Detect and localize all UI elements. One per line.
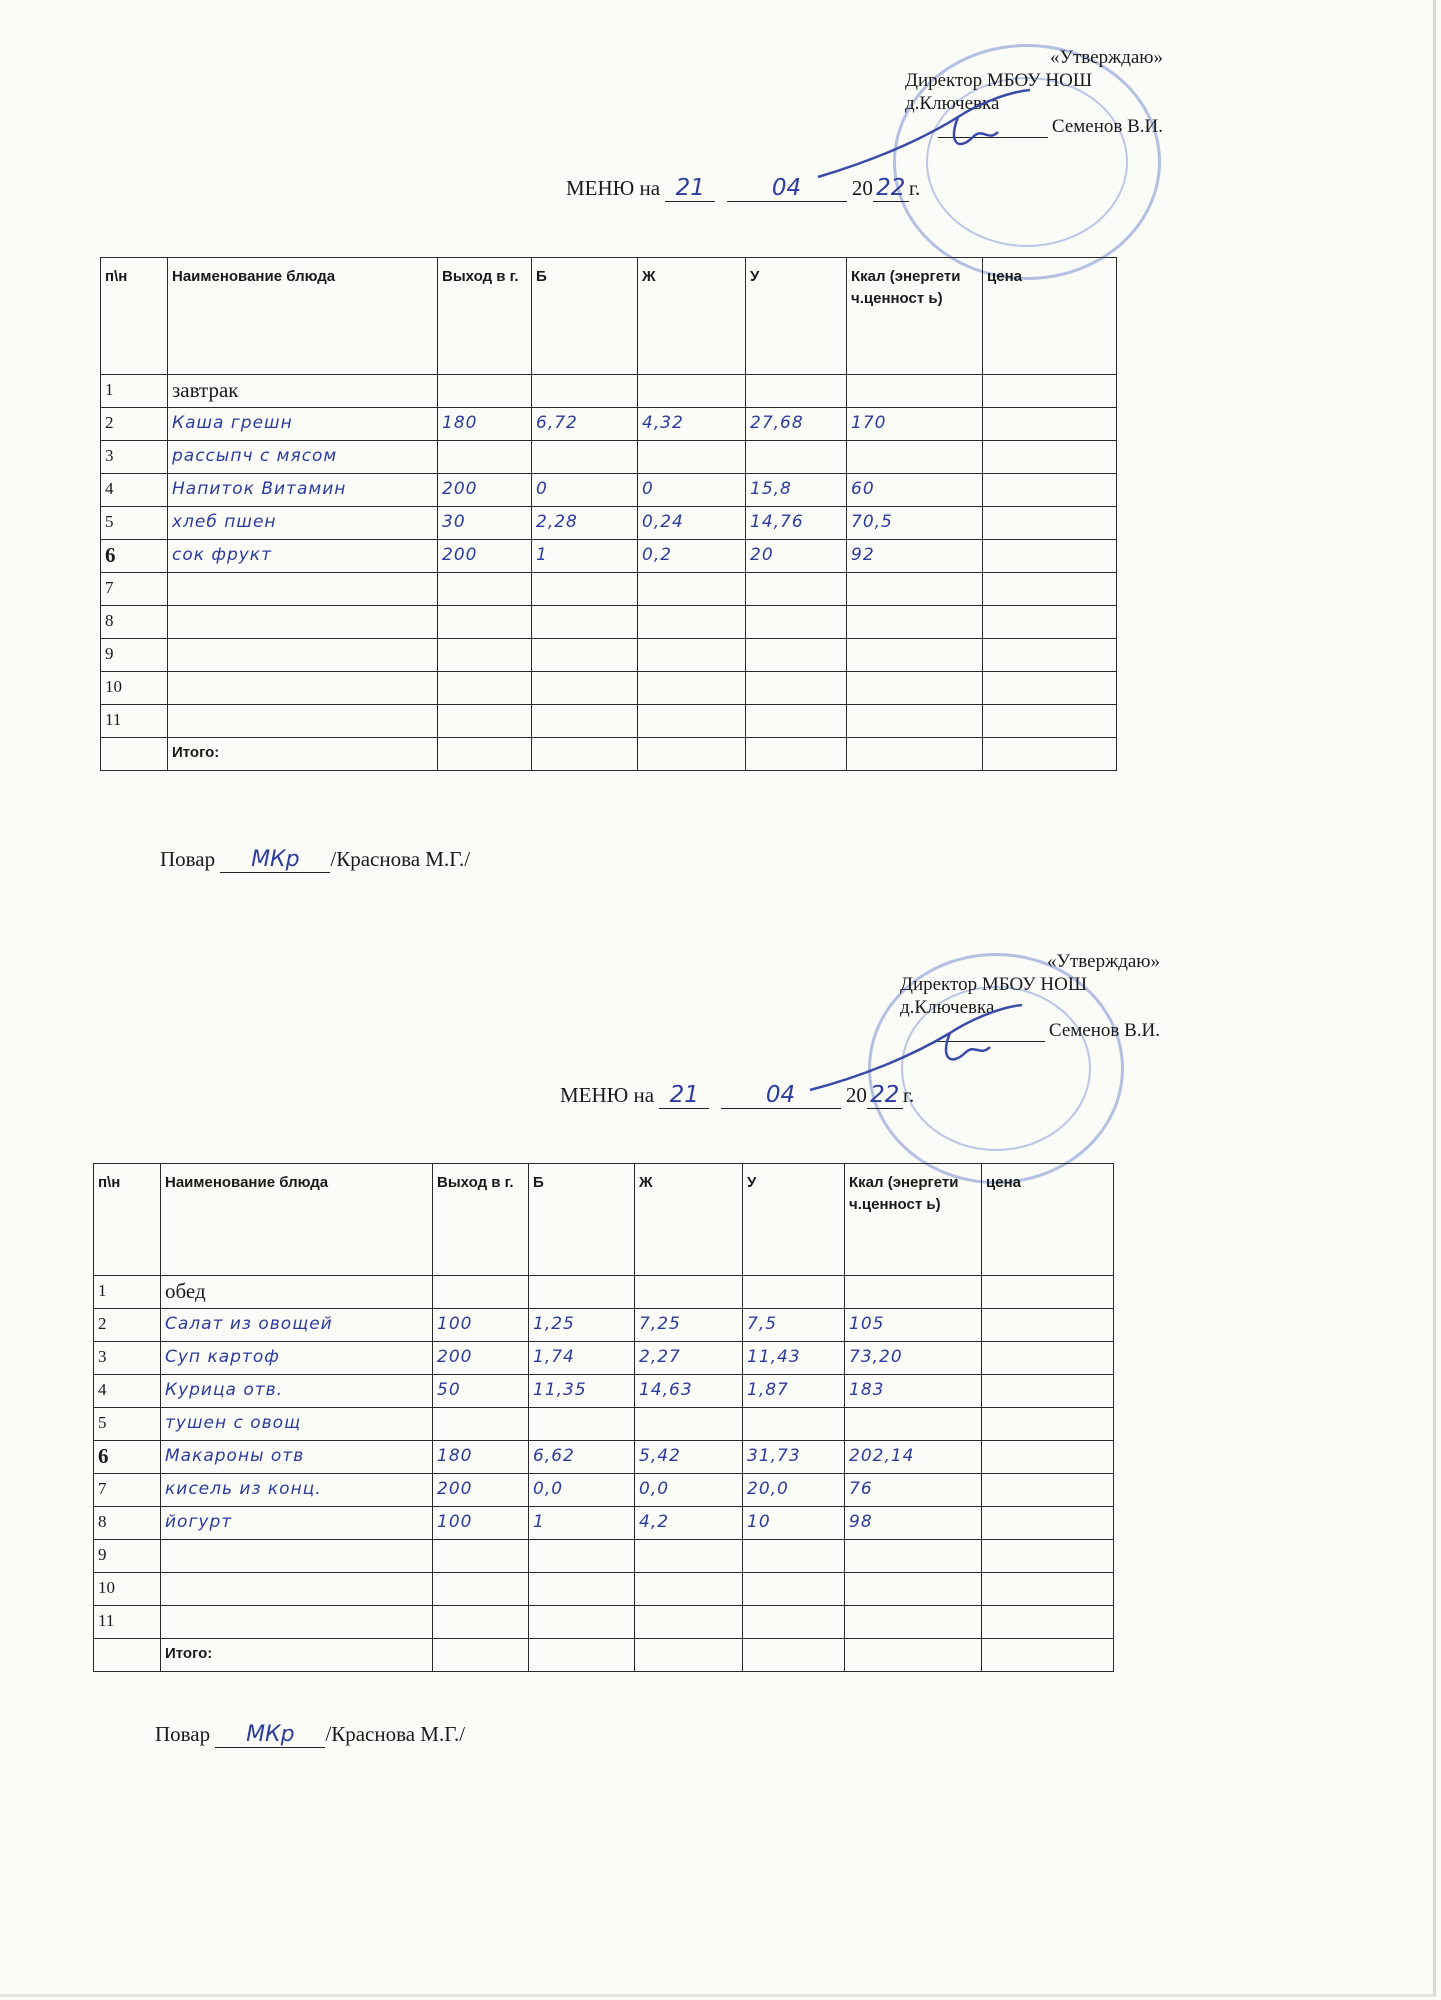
price — [982, 1309, 1114, 1342]
output-grams: 100 — [433, 1507, 529, 1540]
protein: 0,0 — [529, 1474, 635, 1507]
fat — [638, 375, 746, 408]
output-grams: 200 — [433, 1474, 529, 1507]
price — [983, 507, 1117, 540]
row-number: 3 — [101, 441, 168, 474]
total-label: Итого: — [168, 738, 438, 771]
kcal — [847, 375, 983, 408]
price — [982, 1540, 1114, 1573]
table-row — [94, 1342, 1114, 1375]
carbs: 10 — [743, 1507, 845, 1540]
col-header-fat: Ж — [638, 258, 746, 375]
carbs: 27,68 — [746, 408, 847, 441]
protein: 1,74 — [529, 1342, 635, 1375]
kcal: 202,14 — [845, 1441, 982, 1474]
price — [982, 1375, 1114, 1408]
row-number: 10 — [101, 672, 168, 705]
protein: 2,28 — [532, 507, 638, 540]
kcal: 92 — [847, 540, 983, 573]
output-grams: 200 — [438, 474, 532, 507]
protein — [532, 639, 638, 672]
col-header-price: цена — [983, 258, 1117, 375]
dish-name — [168, 639, 438, 672]
row-number: 6 — [101, 540, 168, 573]
protein: 1,25 — [529, 1309, 635, 1342]
dish-name: рассыпч с мясом — [168, 441, 438, 474]
protein — [532, 573, 638, 606]
protein — [529, 1276, 635, 1309]
carbs — [746, 639, 847, 672]
menu-year: 22 — [873, 175, 909, 202]
dish-name: сок фрукт — [168, 540, 438, 573]
row-number: 5 — [94, 1408, 161, 1441]
carbs — [743, 1606, 845, 1639]
row-number: 8 — [101, 606, 168, 639]
protein — [529, 1606, 635, 1639]
approve-label: «Утверждаю» — [1050, 47, 1163, 68]
protein — [532, 606, 638, 639]
menu-month: 04 — [721, 1082, 841, 1109]
output-grams — [438, 705, 532, 738]
table-header-row — [94, 1164, 1114, 1276]
approve-position: Директор МБОУ НОШ — [905, 70, 1092, 91]
total-label: Итого: — [161, 1639, 433, 1672]
kcal: 183 — [845, 1375, 982, 1408]
table-row — [94, 1474, 1114, 1507]
protein: 0 — [532, 474, 638, 507]
carbs — [743, 1408, 845, 1441]
output-grams: 180 — [433, 1441, 529, 1474]
kcal — [847, 639, 983, 672]
table-row — [101, 441, 1117, 474]
menu-table-2 — [93, 1163, 1114, 1672]
kcal — [847, 606, 983, 639]
dish-name: Салат из овощей — [161, 1309, 433, 1342]
menu-year-suffix: г. — [908, 176, 921, 200]
col-header-protein: Б — [529, 1164, 635, 1276]
table-row — [94, 1573, 1114, 1606]
dish-name: Суп картоф — [161, 1342, 433, 1375]
row-number: 4 — [101, 474, 168, 507]
fat: 2,27 — [635, 1342, 743, 1375]
price — [982, 1507, 1114, 1540]
output-grams: 30 — [438, 507, 532, 540]
col-header-price: цена — [982, 1164, 1114, 1276]
dish-name — [161, 1540, 433, 1573]
approve-place: д.Ключевка — [905, 93, 1000, 114]
row-number: 9 — [94, 1540, 161, 1573]
output-grams — [438, 606, 532, 639]
dish-name: йогурт — [161, 1507, 433, 1540]
fat: 0,0 — [635, 1474, 743, 1507]
row-number: 3 — [94, 1342, 161, 1375]
row-number: 11 — [101, 705, 168, 738]
output-grams — [438, 639, 532, 672]
fat: 0 — [638, 474, 746, 507]
carbs — [746, 606, 847, 639]
table-row — [94, 1309, 1114, 1342]
output-grams — [433, 1408, 529, 1441]
approve-signer: Семенов В.И. — [1051, 116, 1163, 137]
fat: 5,42 — [635, 1441, 743, 1474]
menu-year-prefix: 20 — [845, 1083, 867, 1107]
menu-table-1 — [100, 257, 1117, 771]
dish-name: хлеб пшен — [168, 507, 438, 540]
menu-heading-prefix: МЕНЮ на — [560, 1083, 655, 1107]
col-header-num: п\н — [101, 258, 168, 375]
row-number: 8 — [94, 1507, 161, 1540]
cook-signature: МКр — [220, 847, 330, 873]
col-header-fat: Ж — [635, 1164, 743, 1276]
kcal: 98 — [845, 1507, 982, 1540]
dish-name: Напиток Витамин — [168, 474, 438, 507]
total-row — [94, 1639, 1114, 1672]
approve-signer: Семенов В.И. — [1048, 1020, 1160, 1041]
col-header-output: Выход в г. — [433, 1164, 529, 1276]
menu-month: 04 — [727, 175, 847, 202]
price — [982, 1441, 1114, 1474]
kcal: 60 — [847, 474, 983, 507]
cook-name: /Краснова М.Г./ — [325, 1722, 466, 1746]
price — [982, 1342, 1114, 1375]
carbs: 31,73 — [743, 1441, 845, 1474]
table-row — [101, 606, 1117, 639]
row-number: 10 — [94, 1573, 161, 1606]
price — [983, 672, 1117, 705]
table-row — [101, 474, 1117, 507]
kcal: 76 — [845, 1474, 982, 1507]
fat — [638, 573, 746, 606]
price — [983, 441, 1117, 474]
carbs — [743, 1276, 845, 1309]
fat — [635, 1573, 743, 1606]
price — [983, 540, 1117, 573]
carbs — [746, 672, 847, 705]
table-row — [101, 540, 1117, 573]
price — [983, 639, 1117, 672]
protein — [532, 441, 638, 474]
menu-year-prefix: 20 — [851, 176, 873, 200]
price — [982, 1408, 1114, 1441]
protein — [532, 672, 638, 705]
table-row — [101, 507, 1117, 540]
row-number: 7 — [101, 573, 168, 606]
protein — [529, 1573, 635, 1606]
cook-line-2 — [155, 1722, 465, 1748]
protein: 1 — [529, 1507, 635, 1540]
output-grams — [433, 1606, 529, 1639]
output-grams — [433, 1276, 529, 1309]
cook-label: Повар — [160, 847, 216, 871]
price — [983, 573, 1117, 606]
table-row — [94, 1507, 1114, 1540]
price — [982, 1276, 1114, 1309]
kcal — [845, 1540, 982, 1573]
col-header-carbs: У — [743, 1164, 845, 1276]
approve-label: «Утверждаю» — [1047, 951, 1160, 972]
carbs — [746, 573, 847, 606]
kcal: 105 — [845, 1309, 982, 1342]
protein: 11,35 — [529, 1375, 635, 1408]
kcal — [845, 1276, 982, 1309]
price — [983, 375, 1117, 408]
dish-name — [168, 705, 438, 738]
price — [983, 474, 1117, 507]
row-number: 9 — [101, 639, 168, 672]
col-header-kcal: Ккал (энергети ч.ценност ь) — [845, 1164, 982, 1276]
protein — [529, 1540, 635, 1573]
fat — [638, 606, 746, 639]
kcal — [847, 672, 983, 705]
table-row — [94, 1606, 1114, 1639]
kcal — [847, 705, 983, 738]
fat: 7,25 — [635, 1309, 743, 1342]
menu-heading-prefix: МЕНЮ на — [566, 176, 661, 200]
carbs — [746, 441, 847, 474]
output-grams — [438, 441, 532, 474]
kcal — [845, 1408, 982, 1441]
menu-heading-2 — [560, 1082, 914, 1109]
table-row — [101, 408, 1117, 441]
cook-label: Повар — [155, 1722, 211, 1746]
output-grams: 100 — [433, 1309, 529, 1342]
protein — [532, 375, 638, 408]
carbs: 1,87 — [743, 1375, 845, 1408]
output-grams — [438, 573, 532, 606]
dish-name: Каша грешн — [168, 408, 438, 441]
fat: 4,2 — [635, 1507, 743, 1540]
table-row — [101, 705, 1117, 738]
table-row — [101, 639, 1117, 672]
kcal — [845, 1606, 982, 1639]
dish-name — [168, 573, 438, 606]
carbs — [743, 1573, 845, 1606]
dish-name — [168, 606, 438, 639]
kcal — [847, 441, 983, 474]
fat: 14,63 — [635, 1375, 743, 1408]
col-header-output: Выход в г. — [438, 258, 532, 375]
row-number: 1 — [94, 1276, 161, 1309]
total-row — [101, 738, 1117, 771]
dish-name: тушен с овощ — [161, 1408, 433, 1441]
fat — [635, 1276, 743, 1309]
output-grams — [433, 1573, 529, 1606]
table-row — [94, 1408, 1114, 1441]
output-grams: 200 — [438, 540, 532, 573]
approve-position: Директор МБОУ НОШ — [900, 974, 1087, 995]
carbs: 7,5 — [743, 1309, 845, 1342]
dish-name: обед — [161, 1276, 433, 1309]
table-row — [101, 672, 1117, 705]
row-number: 7 — [94, 1474, 161, 1507]
fat: 0,24 — [638, 507, 746, 540]
kcal: 73,20 — [845, 1342, 982, 1375]
fat — [638, 639, 746, 672]
price — [982, 1573, 1114, 1606]
col-header-num: п\н — [94, 1164, 161, 1276]
row-number: 6 — [94, 1441, 161, 1474]
table-row — [101, 573, 1117, 606]
fat — [635, 1408, 743, 1441]
menu-day: 21 — [659, 1082, 709, 1109]
table-row — [94, 1375, 1114, 1408]
dish-name: Макароны отв — [161, 1441, 433, 1474]
row-number: 11 — [94, 1606, 161, 1639]
fat — [638, 441, 746, 474]
menu-heading-1 — [566, 175, 920, 202]
carbs: 20,0 — [743, 1474, 845, 1507]
carbs: 14,76 — [746, 507, 847, 540]
price — [982, 1474, 1114, 1507]
col-header-carbs: У — [746, 258, 847, 375]
price — [982, 1606, 1114, 1639]
dish-name: кисель из конц. — [161, 1474, 433, 1507]
row-number: 2 — [101, 408, 168, 441]
protein — [529, 1408, 635, 1441]
fat — [638, 672, 746, 705]
fat: 0,2 — [638, 540, 746, 573]
carbs: 20 — [746, 540, 847, 573]
menu-year: 22 — [867, 1082, 903, 1109]
output-grams — [438, 672, 532, 705]
kcal — [845, 1573, 982, 1606]
cook-line-1 — [160, 847, 470, 873]
price — [983, 606, 1117, 639]
col-header-dish: Наименование блюда — [161, 1164, 433, 1276]
dish-name — [161, 1573, 433, 1606]
price — [983, 705, 1117, 738]
output-grams — [438, 375, 532, 408]
table-row — [94, 1441, 1114, 1474]
cook-signature: МКр — [215, 1722, 325, 1748]
protein: 6,62 — [529, 1441, 635, 1474]
table-row — [94, 1276, 1114, 1309]
table-row — [101, 375, 1117, 408]
protein — [532, 705, 638, 738]
output-grams: 180 — [438, 408, 532, 441]
cook-name: /Краснова М.Г./ — [330, 847, 471, 871]
dish-name — [168, 672, 438, 705]
kcal — [847, 573, 983, 606]
fat — [635, 1606, 743, 1639]
carbs: 11,43 — [743, 1342, 845, 1375]
col-header-protein: Б — [532, 258, 638, 375]
output-grams: 50 — [433, 1375, 529, 1408]
fat — [635, 1540, 743, 1573]
approve-place: д.Ключевка — [900, 997, 995, 1018]
row-number: 1 — [101, 375, 168, 408]
kcal: 170 — [847, 408, 983, 441]
dish-name — [161, 1606, 433, 1639]
carbs — [746, 375, 847, 408]
carbs — [743, 1540, 845, 1573]
table-row — [94, 1540, 1114, 1573]
menu-year-suffix: г. — [902, 1083, 915, 1107]
col-header-kcal: Ккал (энергети ч.ценност ь) — [847, 258, 983, 375]
protein: 1 — [532, 540, 638, 573]
output-grams — [433, 1540, 529, 1573]
kcal: 70,5 — [847, 507, 983, 540]
row-number: 5 — [101, 507, 168, 540]
carbs: 15,8 — [746, 474, 847, 507]
protein: 6,72 — [532, 408, 638, 441]
menu-day: 21 — [665, 175, 715, 202]
output-grams: 200 — [433, 1342, 529, 1375]
fat — [638, 705, 746, 738]
dish-name: завтрак — [168, 375, 438, 408]
row-number: 2 — [94, 1309, 161, 1342]
table-header-row — [101, 258, 1117, 375]
price — [983, 408, 1117, 441]
col-header-dish: Наименование блюда — [168, 258, 438, 375]
row-number: 4 — [94, 1375, 161, 1408]
fat: 4,32 — [638, 408, 746, 441]
carbs — [746, 705, 847, 738]
dish-name: Курица отв. — [161, 1375, 433, 1408]
